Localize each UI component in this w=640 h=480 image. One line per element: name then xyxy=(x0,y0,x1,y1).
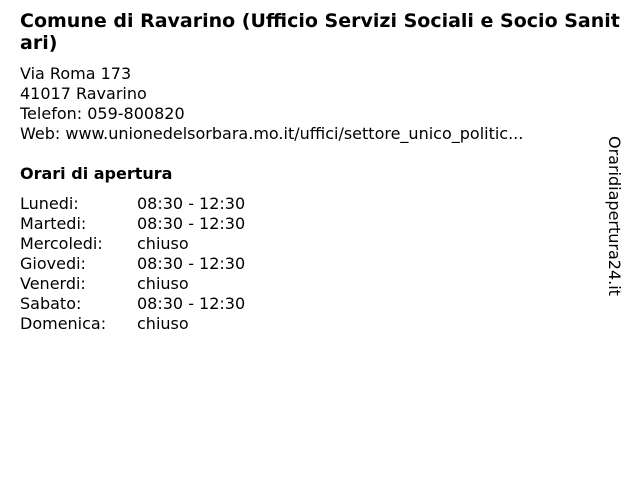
site-watermark-label: Oraridiapertura24.it xyxy=(605,136,624,296)
day-label: Venerdi: xyxy=(20,274,86,293)
opening-hours-table xyxy=(20,194,245,334)
hours-row-wednesday xyxy=(20,234,245,254)
page-title: Comune di Ravarino (Ufficio Servizi Sociali e Socio Sanitari) xyxy=(20,10,620,54)
time-value: 08:30 - 12:30 xyxy=(137,214,246,233)
hours-row-sunday xyxy=(20,314,245,334)
website-link[interactable]: Web: www.unionedelsorbara.mo.it/uffici/settore_unico_politic... xyxy=(20,124,524,143)
day-label: Mercoledi: xyxy=(20,234,103,253)
day-label: Giovedi: xyxy=(20,254,86,273)
time-value: 08:30 - 12:30 xyxy=(137,194,246,213)
hours-row-monday xyxy=(20,194,245,214)
time-value: chiuso xyxy=(137,274,189,293)
street-address: Via Roma 173 xyxy=(20,64,132,83)
city-postal-code: 41017 Ravarino xyxy=(20,84,147,103)
day-label: Sabato: xyxy=(20,294,82,313)
day-label: Lunedi: xyxy=(20,194,79,213)
hours-row-thursday xyxy=(20,254,245,274)
phone-number[interactable]: Telefon: 059-800820 xyxy=(20,104,185,123)
hours-row-tuesday xyxy=(20,214,245,234)
hours-row-saturday xyxy=(20,294,245,314)
time-value: 08:30 - 12:30 xyxy=(137,294,246,313)
opening-hours-heading: Orari di apertura xyxy=(20,164,173,183)
time-value: chiuso xyxy=(137,314,189,333)
hours-row-friday xyxy=(20,274,245,294)
day-label: Domenica: xyxy=(20,314,107,333)
time-value: 08:30 - 12:30 xyxy=(137,254,246,273)
address-block xyxy=(20,64,600,144)
time-value: chiuso xyxy=(137,234,189,253)
day-label: Martedi: xyxy=(20,214,87,233)
